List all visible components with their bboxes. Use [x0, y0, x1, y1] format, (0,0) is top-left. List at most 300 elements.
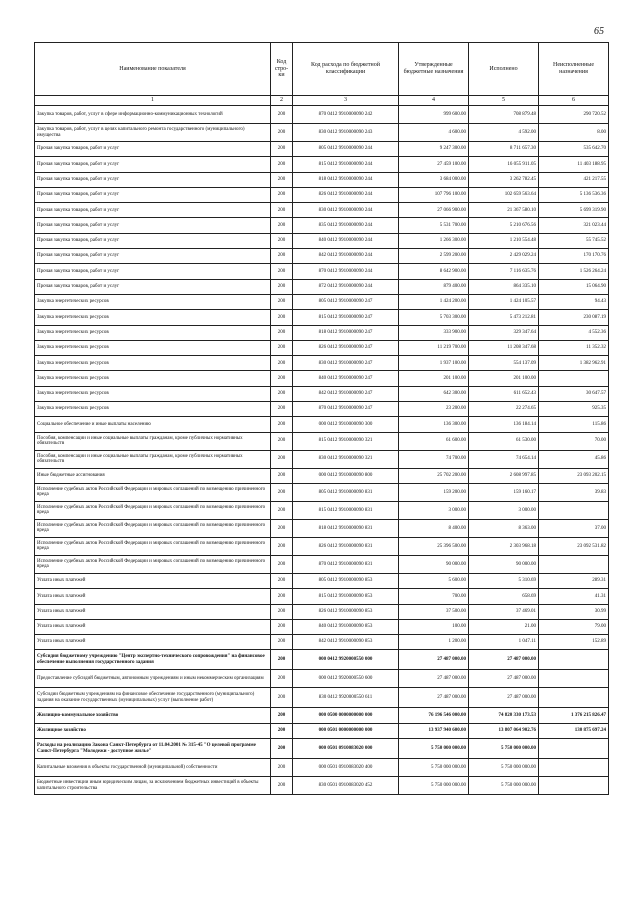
row-budget-code: 000 0501 0910083020 000 [293, 739, 399, 759]
row-name: Закупка товаров, работ, услуг в целях капитального ремонта государственного (муниципального) имущества [35, 124, 271, 142]
table-row [35, 468, 609, 483]
row-name: Прочая закупка товаров, работ и услуг [35, 279, 271, 294]
table-row [35, 708, 609, 723]
header-name: Наименование показателя [35, 43, 271, 96]
row-unexecuted [539, 688, 609, 708]
row-budget-code: 805 0412 9910000090 831 [293, 483, 399, 501]
column-number: 5 [469, 96, 539, 106]
row-name: Исполнение судебных актов Российской Федерации и мировых соглашений по возмещению причиненного вреда [35, 537, 271, 555]
table-row [35, 519, 609, 537]
row-unexecuted: 45.86 [539, 450, 609, 468]
row-budget-code: 830 0412 9910000090 244 [293, 203, 399, 218]
row-name: Закупка энергетических ресурсов [35, 356, 271, 371]
row-approved: 61 600.00 [399, 432, 469, 450]
row-approved: 27 459 100.00 [399, 157, 469, 172]
row-approved: 5 531 700.00 [399, 218, 469, 233]
row-budget-code: 818 0412 9910000090 244 [293, 172, 399, 187]
table-row [35, 417, 609, 432]
row-name: Пособия, компенсации и иные социальные выплаты гражданам, кроме публичных нормативных обязательств [35, 450, 271, 468]
row-executed: 22 274.65 [469, 402, 539, 417]
row-line-code: 200 [271, 106, 293, 124]
row-budget-code: 805 0412 9910000090 247 [293, 294, 399, 309]
row-line-code: 200 [271, 483, 293, 501]
page-number: 65 [594, 26, 604, 37]
row-executed: 11 208 347.68 [469, 340, 539, 355]
row-unexecuted: 94.43 [539, 294, 609, 309]
row-budget-code: 830 0412 9910000090 247 [293, 356, 399, 371]
row-name: Закупка энергетических ресурсов [35, 325, 271, 340]
row-approved: 3 000.00 [399, 501, 469, 519]
row-name: Закупка энергетических ресурсов [35, 340, 271, 355]
table-row [35, 264, 609, 279]
row-approved: 27 066 900.00 [399, 203, 469, 218]
row-line-code: 200 [271, 264, 293, 279]
row-line-code: 200 [271, 294, 293, 309]
row-unexecuted: 230 087.19 [539, 310, 609, 325]
column-number: 1 [35, 96, 271, 106]
row-line-code: 200 [271, 573, 293, 588]
row-line-code: 200 [271, 537, 293, 555]
row-approved: 27 487 000.00 [399, 670, 469, 688]
row-unexecuted [539, 759, 609, 777]
row-line-code: 200 [271, 723, 293, 738]
row-budget-code: 000 0412 9910000090 800 [293, 468, 399, 483]
row-line-code: 200 [271, 402, 293, 417]
row-name: Исполнение судебных актов Российской Федерации и мировых соглашений по возмещению причиненного вреда [35, 555, 271, 573]
row-executed: 5 310.69 [469, 573, 539, 588]
row-executed: 61 530.00 [469, 432, 539, 450]
row-unexecuted: 290 720.52 [539, 106, 609, 124]
row-approved: 107 796 100.00 [399, 187, 469, 202]
table-header-row [35, 43, 609, 96]
row-line-code: 200 [271, 142, 293, 157]
row-line-code: 200 [271, 650, 293, 670]
table-row [35, 723, 609, 738]
row-unexecuted: 15 064.90 [539, 279, 609, 294]
row-name: Прочая закупка товаров, работ и услуг [35, 264, 271, 279]
row-approved: 5 750 000 000.00 [399, 739, 469, 759]
row-budget-code: 830 0412 9910000090 321 [293, 450, 399, 468]
row-executed: 16 055 911.05 [469, 157, 539, 172]
row-line-code: 200 [271, 187, 293, 202]
row-budget-code: 840 0412 9910000090 853 [293, 619, 399, 634]
row-unexecuted: 170 170.76 [539, 249, 609, 264]
row-approved: 8 642 900.00 [399, 264, 469, 279]
row-budget-code: 830 0412 9920000550 611 [293, 688, 399, 708]
row-line-code: 200 [271, 432, 293, 450]
row-unexecuted: 23 093 202.15 [539, 468, 609, 483]
row-executed: 136 184.14 [469, 417, 539, 432]
row-line-code: 200 [271, 310, 293, 325]
row-unexecuted: 70.00 [539, 432, 609, 450]
row-approved: 9 247 300.00 [399, 142, 469, 157]
table-row [35, 402, 609, 417]
row-unexecuted: 1 382 962.91 [539, 356, 609, 371]
row-line-code: 200 [271, 450, 293, 468]
row-line-code: 200 [271, 371, 293, 386]
row-budget-code: 872 0412 9910000090 244 [293, 279, 399, 294]
row-approved: 333 900.00 [399, 325, 469, 340]
row-name: Закупка энергетических ресурсов [35, 402, 271, 417]
row-budget-code: 000 0412 9920000550 600 [293, 670, 399, 688]
row-line-code: 200 [271, 203, 293, 218]
table-row [35, 142, 609, 157]
row-executed: 5 750 000 000.00 [469, 777, 539, 795]
row-executed: 708 879.48 [469, 106, 539, 124]
table-row [35, 537, 609, 555]
row-name: Прочая закупка товаров, работ и услуг [35, 249, 271, 264]
row-executed: 554 137.09 [469, 356, 539, 371]
row-unexecuted: 152.89 [539, 635, 609, 650]
table-row [35, 124, 609, 142]
row-line-code: 200 [271, 635, 293, 650]
row-approved: 27 487 000.00 [399, 688, 469, 708]
row-name: Прочая закупка товаров, работ и услуг [35, 218, 271, 233]
column-number-row [35, 96, 609, 106]
row-executed: 21.00 [469, 619, 539, 634]
row-approved: 76 196 546 000.00 [399, 708, 469, 723]
table-row [35, 739, 609, 759]
row-line-code: 200 [271, 386, 293, 401]
row-name: Прочая закупка товаров, работ и услуг [35, 157, 271, 172]
row-budget-code: 842 0412 9910000090 247 [293, 386, 399, 401]
table-row [35, 777, 609, 795]
row-approved: 27 487 000.00 [399, 650, 469, 670]
row-line-code: 200 [271, 157, 293, 172]
row-name: Закупка энергетических ресурсов [35, 386, 271, 401]
table-row [35, 386, 609, 401]
table-row [35, 432, 609, 450]
row-name: Исполнение судебных актов Российской Федерации и мировых соглашений по возмещению причиненного вреда [35, 483, 271, 501]
row-executed: 658.69 [469, 589, 539, 604]
row-unexecuted: 23 092 531.82 [539, 537, 609, 555]
row-budget-code: 840 0412 9910000090 247 [293, 371, 399, 386]
row-unexecuted: 37.00 [539, 519, 609, 537]
table-row [35, 172, 609, 187]
row-unexecuted: 11 352.32 [539, 340, 609, 355]
row-unexecuted [539, 739, 609, 759]
row-unexecuted: 30 647.57 [539, 386, 609, 401]
table-row [35, 450, 609, 468]
row-name: Социальное обеспечение и иные выплаты населению [35, 417, 271, 432]
row-budget-code: 840 0412 9910000090 244 [293, 233, 399, 248]
row-executed: 8 363.00 [469, 519, 539, 537]
column-number: 6 [539, 96, 609, 106]
row-approved: 4 600.00 [399, 124, 469, 142]
row-line-code: 200 [271, 340, 293, 355]
row-budget-code: 818 0412 9910000090 831 [293, 519, 399, 537]
row-unexecuted: 1 376 215 826.47 [539, 708, 609, 723]
row-name: Уплата иных платежей [35, 619, 271, 634]
row-name: Закупка товаров, работ, услуг в сфере информационно-коммуникационных технологий [35, 106, 271, 124]
row-line-code: 200 [271, 777, 293, 795]
row-name: Закупка энергетических ресурсов [35, 294, 271, 309]
row-executed: 1 424 105.57 [469, 294, 539, 309]
row-approved: 1 937 100.00 [399, 356, 469, 371]
row-approved: 2 599 200.00 [399, 249, 469, 264]
table-row [35, 279, 609, 294]
row-executed: 4 592.00 [469, 124, 539, 142]
row-executed: 1 210 554.48 [469, 233, 539, 248]
row-executed: 21 367 580.10 [469, 203, 539, 218]
row-approved: 136 300.00 [399, 417, 469, 432]
row-line-code: 200 [271, 708, 293, 723]
row-approved: 5 703 300.00 [399, 310, 469, 325]
row-name: Уплата иных платежей [35, 573, 271, 588]
row-line-code: 200 [271, 249, 293, 264]
table-row [35, 340, 609, 355]
row-name: Прочая закупка товаров, работ и услуг [35, 187, 271, 202]
row-executed: 74 820 330 173.53 [469, 708, 539, 723]
row-executed: 102 659 563.64 [469, 187, 539, 202]
column-number: 4 [399, 96, 469, 106]
row-executed: 3 000.00 [469, 501, 539, 519]
table-row [35, 650, 609, 670]
row-executed: 5 473 212.81 [469, 310, 539, 325]
row-approved: 5 600.00 [399, 573, 469, 588]
row-unexecuted: 5 136 536.36 [539, 187, 609, 202]
row-unexecuted [539, 501, 609, 519]
row-line-code: 200 [271, 519, 293, 537]
row-unexecuted: 55 745.52 [539, 233, 609, 248]
row-executed: 2 303 968.18 [469, 537, 539, 555]
row-executed: 5 750 000 000.00 [469, 739, 539, 759]
header-line-code: Код стро-ки [271, 43, 293, 96]
table-row [35, 371, 609, 386]
row-approved: 13 937 940 600.00 [399, 723, 469, 738]
row-approved: 90 000.00 [399, 555, 469, 573]
row-line-code: 200 [271, 279, 293, 294]
row-executed: 7 116 635.76 [469, 264, 539, 279]
row-budget-code: 870 0412 9910000090 242 [293, 106, 399, 124]
row-name: Прочая закупка товаров, работ и услуг [35, 172, 271, 187]
row-name: Прочая закупка товаров, работ и услуг [35, 142, 271, 157]
row-budget-code: 000 0501 0910083020 400 [293, 759, 399, 777]
row-unexecuted: 925.35 [539, 402, 609, 417]
row-unexecuted [539, 670, 609, 688]
row-budget-code: 805 0412 9910000090 853 [293, 573, 399, 588]
row-line-code: 200 [271, 688, 293, 708]
row-approved: 3 684 000.00 [399, 172, 469, 187]
row-unexecuted [539, 650, 609, 670]
row-approved: 11 219 700.00 [399, 340, 469, 355]
row-name: Закупка энергетических ресурсов [35, 371, 271, 386]
row-executed: 3 262 782.45 [469, 172, 539, 187]
row-approved: 25 702 200.00 [399, 468, 469, 483]
row-approved: 74 700.00 [399, 450, 469, 468]
row-approved: 37 500.00 [399, 604, 469, 619]
row-line-code: 200 [271, 233, 293, 248]
row-approved: 8 400.00 [399, 519, 469, 537]
table-row [35, 356, 609, 371]
row-name: Исполнение судебных актов Российской Федерации и мировых соглашений по возмещению причиненного вреда [35, 501, 271, 519]
row-name: Иные бюджетные ассигнования [35, 468, 271, 483]
row-line-code: 200 [271, 604, 293, 619]
row-line-code: 200 [271, 555, 293, 573]
row-approved: 23 200.00 [399, 402, 469, 417]
row-budget-code: 842 0412 9910000090 244 [293, 249, 399, 264]
row-approved: 25 396 500.00 [399, 537, 469, 555]
row-unexecuted: 39.83 [539, 483, 609, 501]
row-name: Жилищное хозяйство [35, 723, 271, 738]
row-budget-code: 815 0412 9910000090 247 [293, 310, 399, 325]
row-approved: 5 750 000 000.00 [399, 777, 469, 795]
row-executed: 864 335.10 [469, 279, 539, 294]
table-row [35, 294, 609, 309]
row-executed: 8 711 657.30 [469, 142, 539, 157]
row-executed: 27 487 000.00 [469, 650, 539, 670]
row-approved: 201 100.00 [399, 371, 469, 386]
row-budget-code: 830 0501 0910083020 452 [293, 777, 399, 795]
table-row [35, 670, 609, 688]
row-budget-code: 000 0500 0000000000 000 [293, 708, 399, 723]
row-approved: 999 600.00 [399, 106, 469, 124]
row-budget-code: 815 0412 9910000090 321 [293, 432, 399, 450]
row-executed: 13 807 064 902.76 [469, 723, 539, 738]
row-approved: 1 424 200.00 [399, 294, 469, 309]
row-executed: 2 429 029.24 [469, 249, 539, 264]
row-name: Капитальные вложения в объекты государственной (муниципальной) собственности [35, 759, 271, 777]
row-line-code: 200 [271, 589, 293, 604]
table-row [35, 157, 609, 172]
row-line-code: 200 [271, 124, 293, 142]
row-budget-code: 870 0412 9910000090 831 [293, 555, 399, 573]
row-unexecuted: 1 526 264.24 [539, 264, 609, 279]
table-row [35, 203, 609, 218]
table-row [35, 106, 609, 124]
row-budget-code: 805 0412 9910000090 244 [293, 142, 399, 157]
row-name: Субсидия бюджетному учреждению "Центр экспертно-технического сопровождения" на финансовое обеспечение выполнения государственного задания [35, 650, 271, 670]
row-line-code: 200 [271, 759, 293, 777]
row-executed: 5 210 676.56 [469, 218, 539, 233]
row-unexecuted: 321 023.44 [539, 218, 609, 233]
row-executed: 611 652.43 [469, 386, 539, 401]
column-number: 2 [271, 96, 293, 106]
header-budget-code: Код расхода по бюджетной классификации [293, 43, 399, 96]
row-line-code: 200 [271, 670, 293, 688]
row-unexecuted: 79.00 [539, 619, 609, 634]
row-line-code: 200 [271, 619, 293, 634]
table-row [35, 218, 609, 233]
row-budget-code: 870 0412 9910000090 247 [293, 402, 399, 417]
row-approved: 159 200.00 [399, 483, 469, 501]
row-line-code: 200 [271, 325, 293, 340]
row-name: Уплата иных платежей [35, 604, 271, 619]
table-row [35, 604, 609, 619]
row-unexecuted: 421 217.55 [539, 172, 609, 187]
row-budget-code: 826 0412 9910000090 831 [293, 537, 399, 555]
row-line-code: 200 [271, 468, 293, 483]
row-executed: 1 047.11 [469, 635, 539, 650]
row-unexecuted: 8.00 [539, 124, 609, 142]
row-unexecuted: 4 552.36 [539, 325, 609, 340]
row-line-code: 200 [271, 417, 293, 432]
row-unexecuted: 535 642.70 [539, 142, 609, 157]
row-unexecuted: 41.31 [539, 589, 609, 604]
table-row [35, 688, 609, 708]
row-executed: 27 487 000.00 [469, 670, 539, 688]
table-row [35, 635, 609, 650]
table-row [35, 310, 609, 325]
row-name: Пособия, компенсации и иные социальные выплаты гражданам, кроме публичных нормативных обязательств [35, 432, 271, 450]
row-executed: 90 000.00 [469, 555, 539, 573]
row-budget-code: 830 0412 9910000090 243 [293, 124, 399, 142]
row-approved: 1 200.00 [399, 635, 469, 650]
table-row [35, 483, 609, 501]
table-row [35, 589, 609, 604]
table-row [35, 249, 609, 264]
row-name: Прочая закупка товаров, работ и услуг [35, 233, 271, 248]
row-executed: 27 487 000.00 [469, 688, 539, 708]
row-budget-code: 000 0412 9910000090 300 [293, 417, 399, 432]
column-number: 3 [293, 96, 399, 106]
row-line-code: 200 [271, 172, 293, 187]
row-name: Бюджетные инвестиции иным юридическим лицам, за исключением бюджетных инвестиций в объекты капитального строительства [35, 777, 271, 795]
row-name: Предоставление субсидий бюджетным, автономным учреждениям и иным некоммерческим организациям [35, 670, 271, 688]
row-name: Исполнение судебных актов Российской Федерации и мировых соглашений по возмещению причиненного вреда [35, 519, 271, 537]
row-approved: 1 266 300.00 [399, 233, 469, 248]
row-unexecuted: 289.31 [539, 573, 609, 588]
row-approved: 5 750 000 000.00 [399, 759, 469, 777]
row-budget-code: 000 0501 0000000000 000 [293, 723, 399, 738]
row-approved: 879 400.00 [399, 279, 469, 294]
row-executed: 74 654.14 [469, 450, 539, 468]
row-budget-code: 818 0412 9910000090 247 [293, 325, 399, 340]
header-approved: Утвержденные бюджетные назначения [399, 43, 469, 96]
row-name: Закупка энергетических ресурсов [35, 310, 271, 325]
row-line-code: 200 [271, 739, 293, 759]
row-line-code: 200 [271, 356, 293, 371]
row-executed: 201 100.00 [469, 371, 539, 386]
row-approved: 100.00 [399, 619, 469, 634]
row-name: Расходы на реализацию Закона Санкт-Петербурга от 11.04.2001 № 315-45 "О целевой программе Санкт-Петербурга "Молодежи - доступное жилье" [35, 739, 271, 759]
row-approved: 642 300.00 [399, 386, 469, 401]
row-name: Уплата иных платежей [35, 635, 271, 650]
row-name: Прочая закупка товаров, работ и услуг [35, 203, 271, 218]
row-unexecuted [539, 371, 609, 386]
table-row [35, 187, 609, 202]
row-budget-code: 870 0412 9910000090 244 [293, 264, 399, 279]
row-line-code: 200 [271, 501, 293, 519]
table-row [35, 555, 609, 573]
row-budget-code: 835 0412 9910000090 244 [293, 218, 399, 233]
header-unexecuted: Неисполненные назначения [539, 43, 609, 96]
row-name: Уплата иных платежей [35, 589, 271, 604]
row-executed: 5 750 000 000.00 [469, 759, 539, 777]
row-unexecuted: 30.99 [539, 604, 609, 619]
row-executed: 159 160.17 [469, 483, 539, 501]
row-unexecuted: 5 699 319.90 [539, 203, 609, 218]
row-budget-code: 826 0412 9910000090 247 [293, 340, 399, 355]
row-unexecuted: 11 403 188.95 [539, 157, 609, 172]
row-approved: 700.00 [399, 589, 469, 604]
row-executed: 2 608 997.85 [469, 468, 539, 483]
table-row [35, 501, 609, 519]
row-line-code: 200 [271, 218, 293, 233]
row-budget-code: 826 0412 9910000090 853 [293, 604, 399, 619]
row-unexecuted [539, 777, 609, 795]
table-row [35, 325, 609, 340]
row-budget-code: 815 0412 9910000090 853 [293, 589, 399, 604]
row-budget-code: 826 0412 9910000090 244 [293, 187, 399, 202]
row-name: Жилищно-коммунальное хозяйство [35, 708, 271, 723]
table-row [35, 619, 609, 634]
row-budget-code: 815 0412 9910000090 244 [293, 157, 399, 172]
row-budget-code: 000 0412 9920000550 000 [293, 650, 399, 670]
row-budget-code: 842 0412 9910000090 853 [293, 635, 399, 650]
budget-execution-table [34, 42, 609, 795]
row-unexecuted: 130 875 697.24 [539, 723, 609, 738]
